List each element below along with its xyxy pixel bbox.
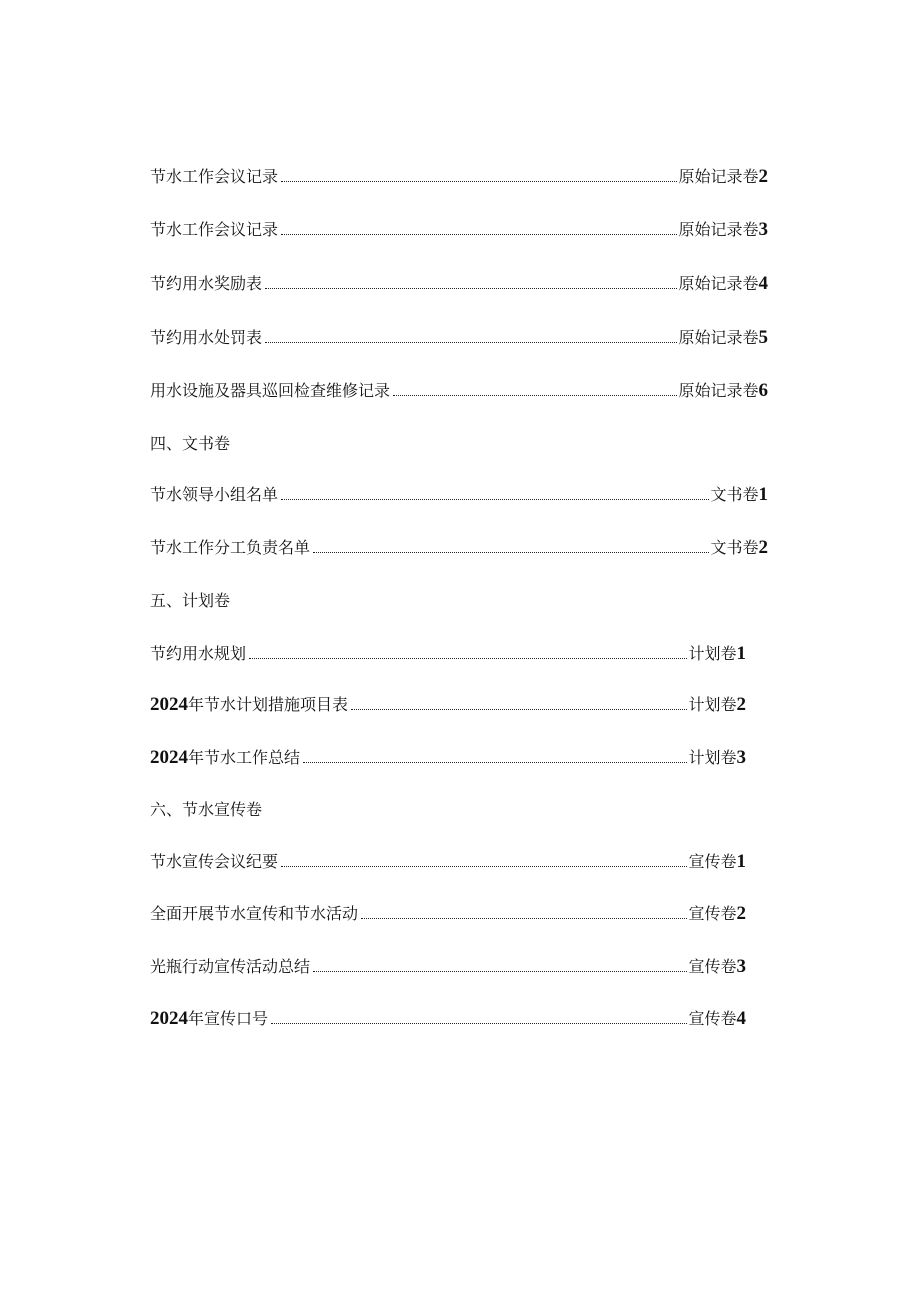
dot-leader	[281, 217, 677, 235]
toc-entry	[150, 901, 746, 927]
toc-entry-year: 2024	[150, 747, 188, 768]
toc-entry	[150, 217, 768, 243]
toc-entry-title: 节水领导小组名单	[150, 485, 279, 504]
toc-entry-title	[150, 641, 246, 667]
dot-leader	[271, 1006, 687, 1024]
toc-entry	[150, 482, 768, 508]
toc-entry-ref: 文书卷	[710, 538, 759, 557]
toc-entry-num: 1	[758, 484, 768, 505]
toc-entry	[150, 378, 768, 404]
dot-leader	[265, 325, 677, 343]
dot-leader	[303, 745, 687, 763]
toc-entry-title: 节约用水处罚表	[150, 328, 263, 347]
toc-entry-ref: 原始记录卷	[678, 167, 759, 186]
toc-entry-num: 1	[736, 851, 746, 872]
toc-entry-title	[150, 954, 310, 980]
toc-entry-ref: 原始记录卷	[678, 220, 759, 239]
toc-entry-title-text: 全面开展节水宣传和节水活动	[150, 904, 359, 923]
toc-entry-num: 6	[758, 380, 768, 401]
dot-leader	[313, 954, 687, 972]
toc-entry-num: 3	[736, 747, 746, 768]
toc-entry-title-text: 节约用水规划	[150, 644, 247, 663]
toc-entry-title: 节水工作会议记录	[150, 167, 279, 186]
toc-entry-ref: 宣传卷	[688, 904, 737, 923]
toc-entry-ref: 计划卷	[688, 695, 737, 714]
toc-entry	[150, 692, 746, 718]
toc-entry-ref: 宣传卷	[688, 957, 737, 976]
toc-entry-ref: 宣传卷	[688, 852, 737, 871]
section-heading-publicity: 六、节水宣传卷	[150, 800, 263, 819]
toc-entry-ref: 宣传卷	[688, 1009, 737, 1028]
toc-entry-title: 节约用水奖励表	[150, 274, 263, 293]
toc-entry-ref: 原始记录卷	[678, 381, 759, 400]
toc-entry-num: 2	[758, 537, 768, 558]
toc-entry-year: 2024	[150, 1008, 188, 1029]
toc-entry	[150, 849, 746, 875]
toc-entry	[150, 535, 768, 561]
toc-entry-title: 节水工作分工负责名单	[150, 538, 311, 557]
toc-entry-title: 节水工作会议记录	[150, 220, 279, 239]
toc-entry	[150, 271, 768, 297]
toc-entry-num: 5	[758, 327, 768, 348]
toc-entry	[150, 164, 768, 190]
dot-leader	[393, 378, 677, 396]
dot-leader	[313, 535, 709, 553]
section-heading-plans: 五、计划卷	[150, 591, 231, 610]
toc-entry-title	[150, 1006, 268, 1032]
toc-entry-num: 1	[736, 643, 746, 664]
toc-entry-num: 4	[736, 1008, 746, 1029]
dot-leader	[249, 641, 687, 659]
dot-leader	[361, 901, 687, 919]
dot-leader	[351, 692, 687, 710]
toc-entry-title-text: 节水宣传会议纪要	[150, 852, 279, 871]
toc-entry-title-text: 年节水计划措施项目表	[188, 695, 349, 714]
dot-leader	[281, 164, 677, 182]
toc-entry-num: 2	[736, 694, 746, 715]
toc-entry-title-text: 年节水工作总结	[188, 748, 301, 767]
section-heading-documents: 四、文书卷	[150, 434, 231, 453]
toc-entry-title: 用水设施及器具巡回检查维修记录	[150, 381, 391, 400]
dot-leader	[265, 271, 677, 289]
toc-entry-ref: 文书卷	[710, 485, 759, 504]
toc-entry-year: 2024	[150, 694, 188, 715]
toc-entry-ref: 计划卷	[688, 644, 737, 663]
toc-entry-title	[150, 692, 348, 718]
toc-entry-title	[150, 849, 278, 875]
dot-leader	[281, 849, 687, 867]
toc-entry-num: 3	[736, 956, 746, 977]
toc-entry	[150, 325, 768, 351]
toc-entry-ref: 计划卷	[688, 748, 737, 767]
toc-entry-num: 3	[758, 219, 768, 240]
toc-entry-ref: 原始记录卷	[678, 328, 759, 347]
toc-entry-ref: 原始记录卷	[678, 274, 759, 293]
toc-entry	[150, 745, 746, 771]
toc-entry-num: 4	[758, 273, 768, 294]
toc-entry-num: 2	[758, 166, 768, 187]
toc-entry-num: 2	[736, 903, 746, 924]
toc-entry-title-text: 年宣传口号	[188, 1009, 269, 1028]
toc-entry-title	[150, 745, 300, 771]
dot-leader	[281, 482, 709, 500]
toc-entry-title-text: 光瓶行动宣传活动总结	[150, 957, 311, 976]
toc-entry-title	[150, 901, 358, 927]
toc-entry	[150, 954, 746, 980]
toc-entry	[150, 1006, 746, 1032]
toc-entry	[150, 641, 746, 667]
